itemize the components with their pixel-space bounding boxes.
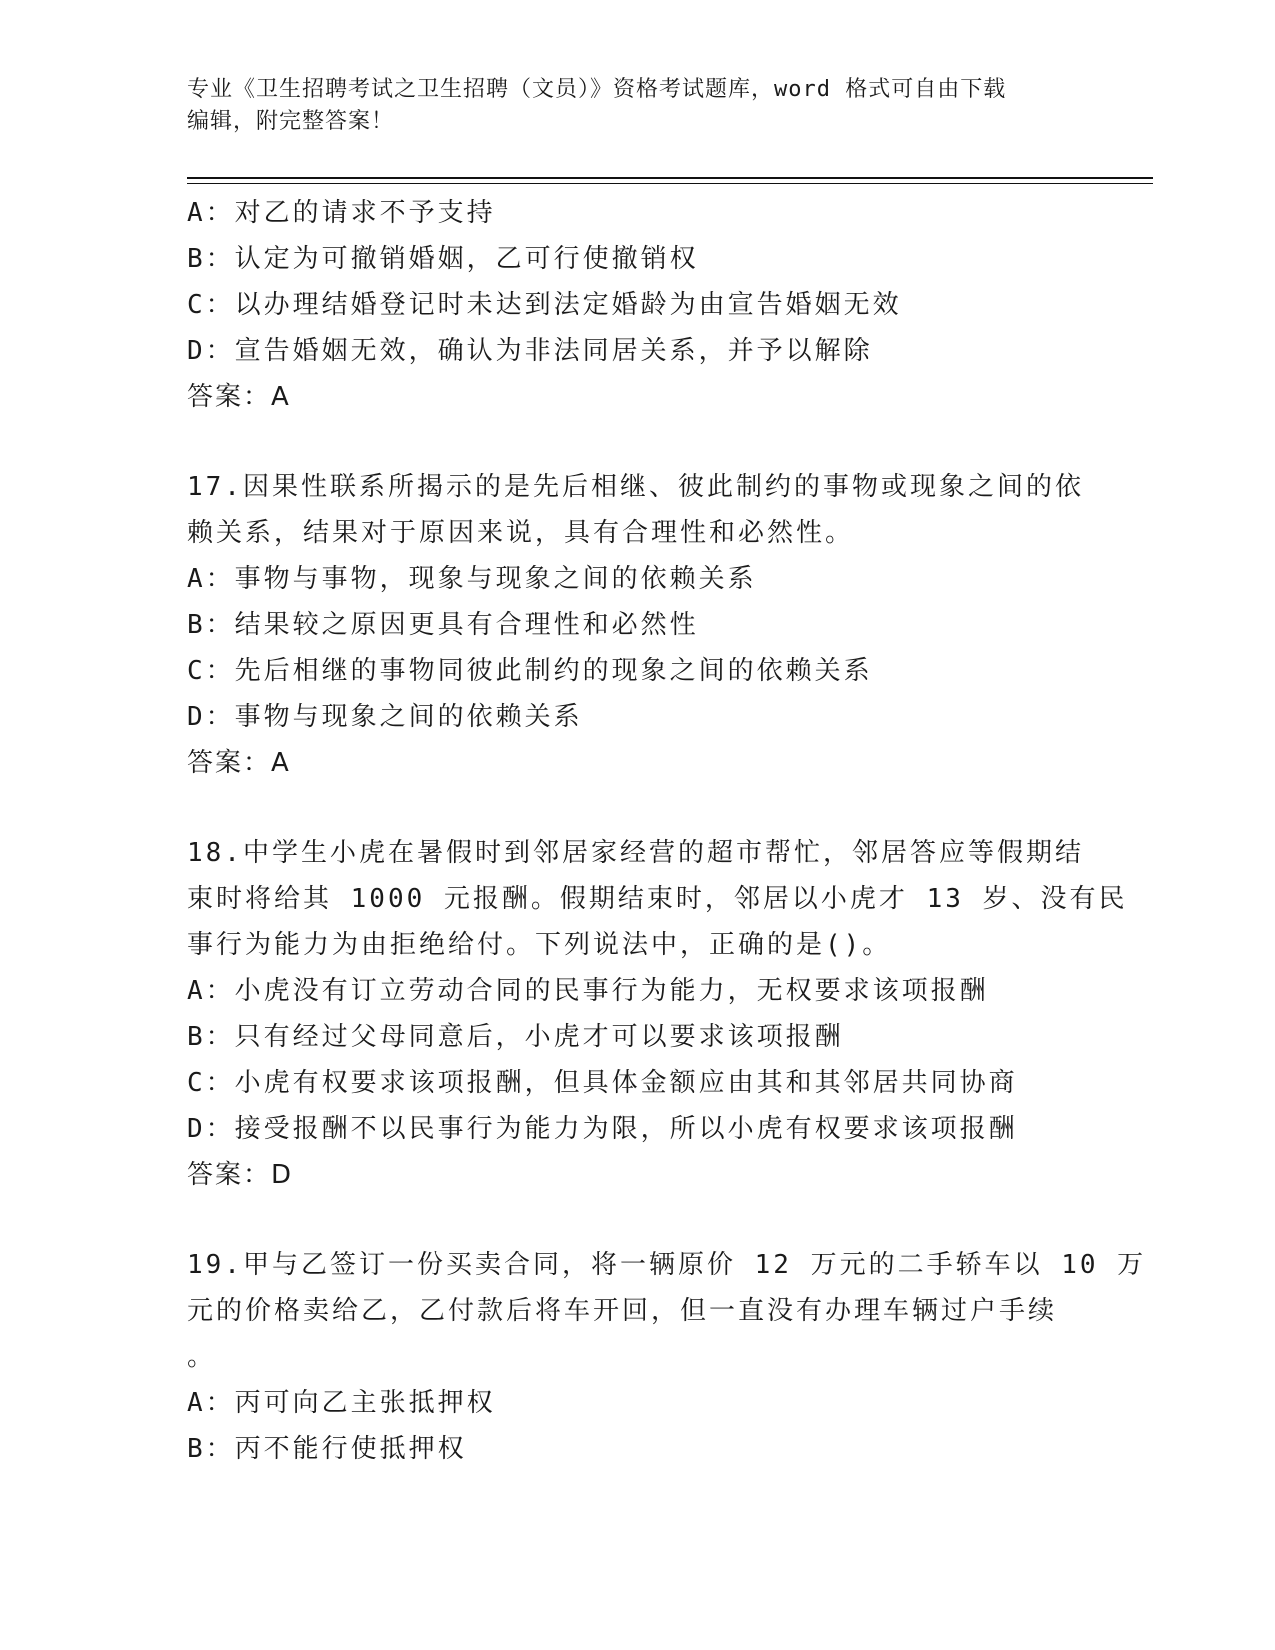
header-line-2: 编辑，附完整答案！ — [187, 109, 395, 134]
question-list — [187, 190, 1147, 1472]
header-rule-thin — [187, 183, 1153, 184]
question-19 — [187, 1242, 1147, 1472]
option-d: D：接受报酬不以民事行为能力为限，所以小虎有权要求该项报酬 — [187, 1114, 1018, 1144]
question-stem-line: 事行为能力为由拒绝给付。下列说法中，正确的是()。 — [187, 930, 892, 960]
option-c: C：以办理结婚登记时未达到法定婚龄为由宣告婚姻无效 — [187, 290, 902, 320]
option-a: A：小虎没有订立劳动合同的民事行为能力，无权要求该项报酬 — [187, 976, 989, 1006]
question-18 — [187, 830, 1128, 1198]
spacer — [187, 1198, 1087, 1242]
option-b: B：结果较之原因更具有合理性和必然性 — [187, 610, 699, 640]
question-stem-line: 。 — [187, 1342, 217, 1372]
option-b: B：只有经过父母同意后，小虎才可以要求该项报酬 — [187, 1022, 844, 1052]
document-header — [187, 74, 1087, 138]
question-stem-line: 元的价格卖给乙，乙付款后将车开回，但一直没有办理车辆过户手续 — [187, 1296, 1058, 1326]
question-stem-line: 19.甲与乙签订一份买卖合同，将一辆原价 12 万元的二手轿车以 10 万 — [187, 1250, 1147, 1280]
question-stem-line: 束时将给其 1000 元报酬。假期结束时，邻居以小虎才 13 岁、没有民 — [187, 884, 1128, 914]
spacer — [187, 786, 1087, 830]
option-a: A：事物与事物，现象与现象之间的依赖关系 — [187, 564, 757, 594]
question-stem-line: 赖关系，结果对于原因来说，具有合理性和必然性。 — [187, 518, 855, 548]
option-b: B：认定为可撤销婚姻，乙可行使撤销权 — [187, 244, 699, 274]
option-c: C：先后相继的事物同彼此制约的现象之间的依赖关系 — [187, 656, 873, 686]
option-d: D：宣告婚姻无效，确认为非法同居关系，并予以解除 — [187, 336, 873, 366]
option-a: A：丙可向乙主张抵押权 — [187, 1388, 496, 1418]
answer: 答案：A — [187, 748, 291, 778]
header-rule-thick — [187, 177, 1153, 179]
option-d: D：事物与现象之间的依赖关系 — [187, 702, 583, 732]
option-a: A：对乙的请求不予支持 — [187, 198, 496, 228]
option-b: B：丙不能行使抵押权 — [187, 1434, 467, 1464]
header-line-1: 专业《卫生招聘考试之卫生招聘（文员）》资格考试题库，word 格式可自由下载 — [187, 77, 1007, 102]
question-17 — [187, 464, 1087, 786]
answer: 答案：D — [187, 1160, 294, 1190]
spacer — [187, 420, 1087, 464]
question-16 — [187, 190, 1087, 420]
option-c: C：小虎有权要求该项报酬，但具体金额应由其和其邻居共同协商 — [187, 1068, 1018, 1098]
answer: 答案：A — [187, 382, 291, 412]
question-stem-line: 17.因果性联系所揭示的是先后相继、彼此制约的事物或现象之间的依 — [187, 472, 1084, 502]
question-stem-line: 18.中学生小虎在暑假时到邻居家经营的超市帮忙，邻居答应等假期结 — [187, 838, 1084, 868]
